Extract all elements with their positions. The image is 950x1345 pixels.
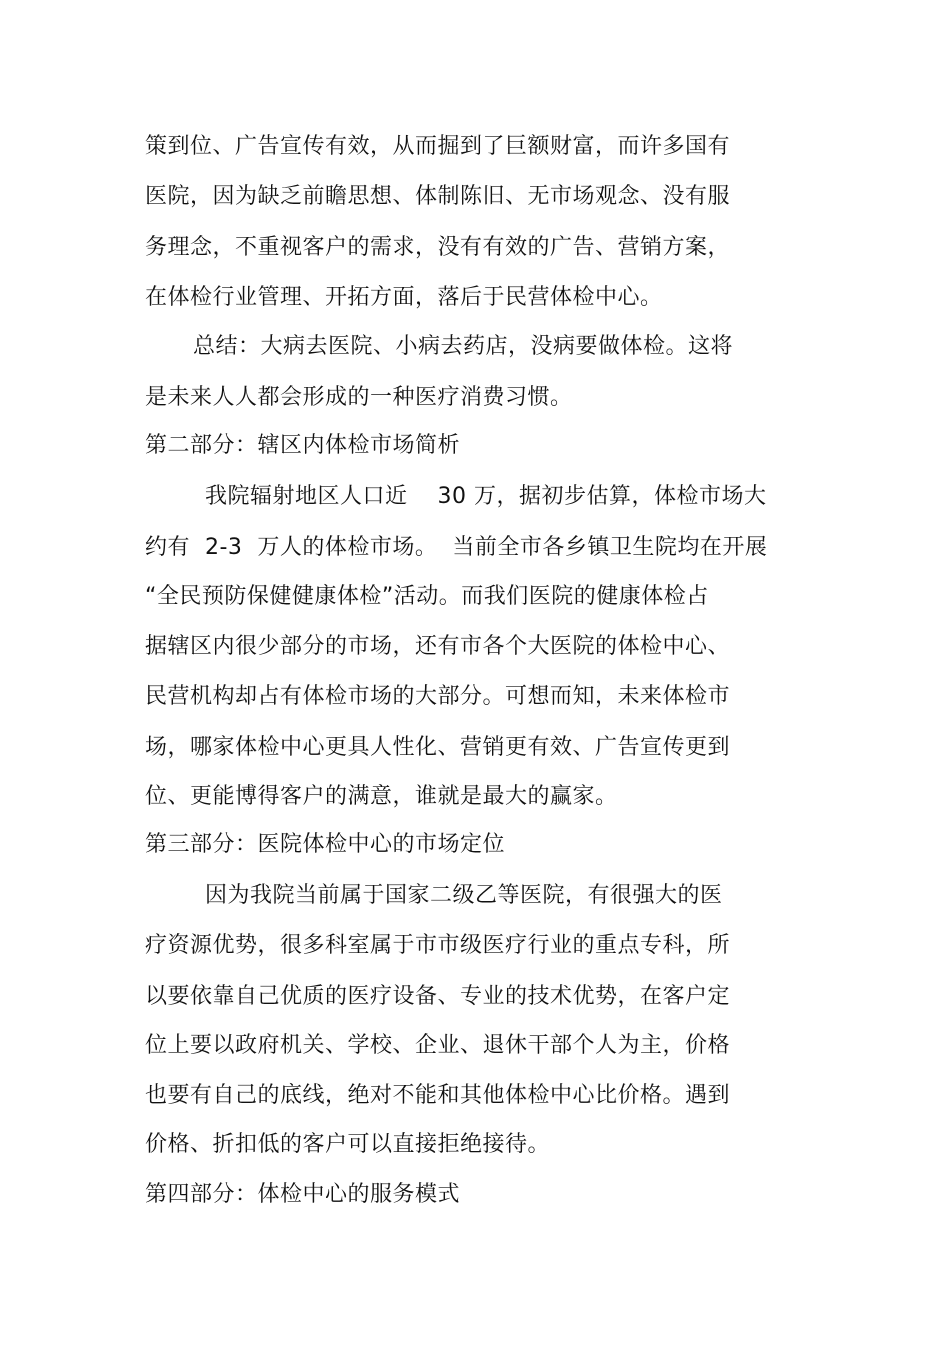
paragraph-line: 也要有自己的底线，绝对不能和其他体检中心比价格。遇到 [145, 1083, 731, 1108]
paragraph-line: 民营机构却占有体检市场的大部分。可想而知，未来体检市 [145, 684, 731, 709]
paragraph-line: 疗资源优势，很多科室属于市市级医疗行业的重点专科，所 [145, 933, 731, 958]
paragraph-line: 约有 2-3 万人的体检市场。 当前全市各乡镇卫生院均在开展 [145, 535, 768, 560]
section-heading: 第四部分：体检中心的服务模式 [145, 1182, 461, 1207]
paragraph-line: 策到位、广告宣传有效，从而掘到了巨额财富，而许多国有 [145, 134, 731, 159]
paragraph-line: 我院辐射地区人口近 30 万，据初步估算，体检市场大 [205, 484, 767, 509]
paragraph-line: 位、更能博得客户的满意，谁就是最大的赢家。 [145, 784, 618, 809]
paragraph-line: “全民预防保健健康体检”活动。而我们医院的健康体检占 [145, 584, 709, 609]
paragraph-line: 在体检行业管理、开拓方面，落后于民营体检中心。 [145, 285, 663, 310]
paragraph-line: 因为我院当前属于国家二级乙等医院，有很强大的医 [205, 883, 723, 908]
paragraph-line: 以要依靠自己优质的医疗设备、专业的技术优势，在客户定 [145, 984, 731, 1009]
paragraph-line: 位上要以政府机关、学校、企业、退休干部个人为主，价格 [145, 1033, 731, 1058]
paragraph-line: 场，哪家体检中心更具人性化、营销更有效、广告宣传更到 [145, 735, 731, 760]
section-heading: 第二部分：辖区内体检市场简析 [145, 433, 461, 458]
paragraph-line: 据辖区内很少部分的市场，还有市各个大医院的体检中心、 [145, 634, 731, 659]
paragraph-line: 务理念，不重视客户的需求，没有有效的广告、营销方案， [145, 235, 731, 260]
summary-line: 总结：大病去医院、小病去药店，没病要做体检。这将 [193, 334, 734, 359]
paragraph-line: 是未来人人都会形成的一种医疗消费习惯。 [145, 385, 573, 410]
paragraph-line: 医院，因为缺乏前瞻思想、体制陈旧、无市场观念、没有服 [145, 184, 731, 209]
section-heading: 第三部分：医院体检中心的市场定位 [145, 832, 506, 857]
paragraph-line: 价格、折扣低的客户可以直接拒绝接待。 [145, 1132, 551, 1157]
